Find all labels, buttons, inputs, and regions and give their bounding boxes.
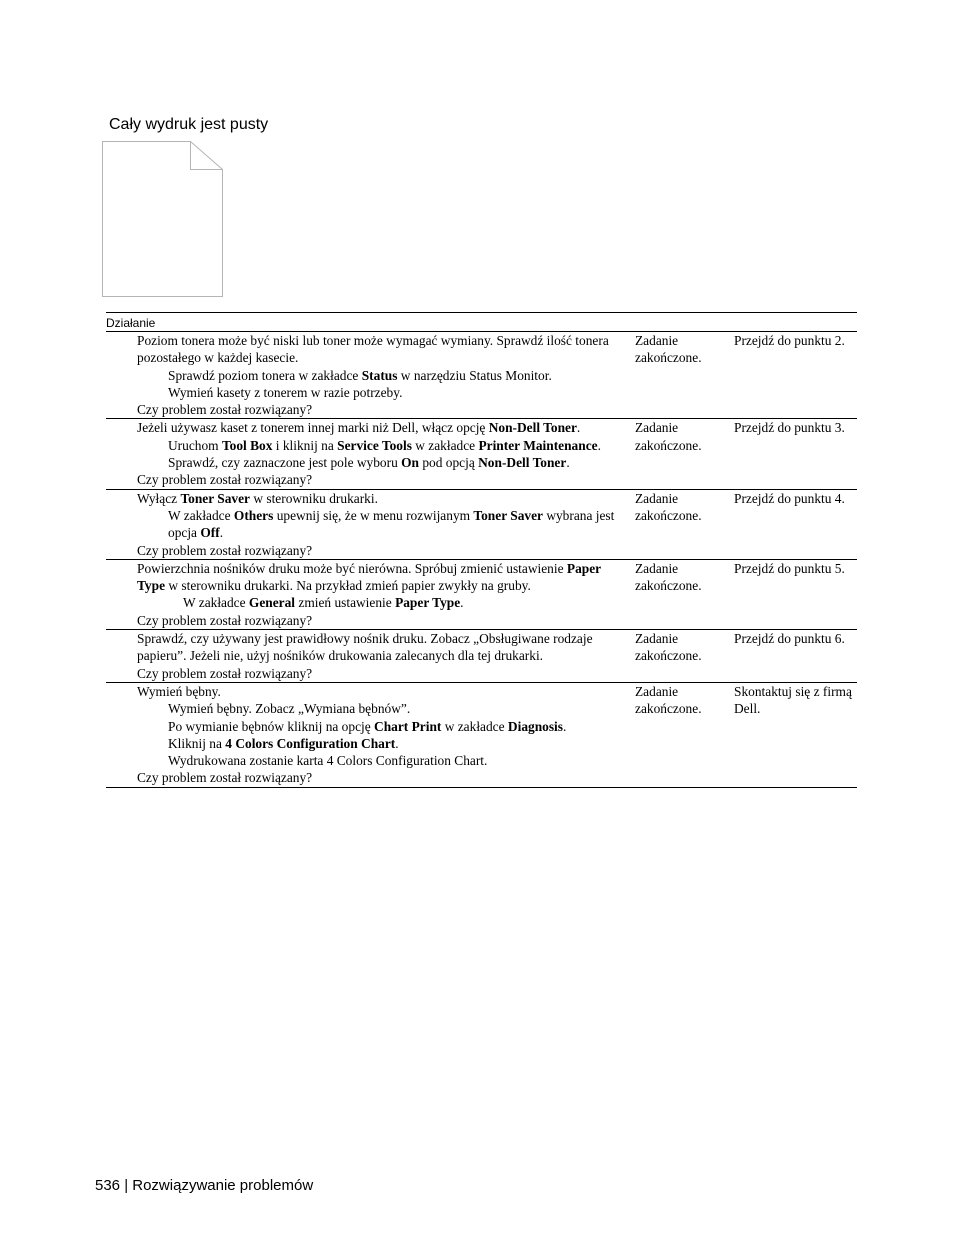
blank-page-illustration [102,141,224,298]
text-run: Czy problem został rozwiązany? [137,472,313,488]
text-run: Wymień bębny. Zobacz „Wymiana bębnów”. [168,701,411,717]
text-run: Kliknij na [168,735,226,751]
bold-term: Tool Box [221,437,273,453]
text-run: . [395,735,399,751]
bold-term: Service Tools [337,437,412,453]
text-run: Czy problem został rozwiązany? [137,402,313,418]
text-run: Jeżeli używasz kaset z tonerem innej marki niż Dell, włącz opcję [137,420,489,436]
table-row [106,331,857,418]
bold-term: Others [233,507,274,523]
action-line [137,630,621,665]
action-cell [137,490,621,559]
action-line [137,700,621,717]
bold-term: Paper Type [395,595,461,611]
action-cell [137,630,621,682]
text-run: Sprawdź, czy używany jest prawidłowy nośnik druku. Zobacz „Obsługiwane rodzaje papieru”. Jeżeli nie, użyj nośników drukowania zalecanych dla tej drukarki. [137,631,593,664]
text-run: w zakładce [441,718,508,734]
bold-term: Status [361,367,398,383]
text-run: zmień ustawienie [295,595,396,611]
action-line [137,437,621,454]
action-line [137,612,621,629]
no-cell: Przejdź do punktu 6. [734,631,845,647]
table-row [106,418,857,488]
text-run: w sterowniku drukarki. Na przykład zmień papier zwykły na gruby. [165,578,531,594]
yes-cell: Zadanie zakończone. [635,490,702,523]
action-cell [137,683,621,787]
text-run: pod opcją [419,455,479,471]
text-run: W zakładce [168,507,234,523]
action-line [137,507,621,542]
action-cell [137,332,621,418]
text-run: Czy problem został rozwiązany? [137,770,313,786]
action-line [137,454,621,471]
bold-term: Toner Saver [180,490,250,506]
text-run: Poziom tonera może być niski lub toner może wymagać wymiany. Sprawdź ilość tonera pozostałego w każdej kasecie. [137,333,609,366]
action-line [137,542,621,559]
action-line [137,367,621,384]
action-line [137,384,621,401]
bold-term: Off [200,525,220,541]
bold-term: 4 Colors Configuration Chart [225,735,396,751]
text-run: Czy problem został rozwiązany? [137,665,313,681]
text-run: Powierzchnia nośników druku może być nierówna. Spróbuj zmienić ustawienie [137,560,567,576]
text-run: i kliknij na [272,437,338,453]
no-cell: Skontaktuj się z firmą Dell. [734,683,852,717]
text-run: Wydrukowana zostanie karta 4 Colors Configuration Chart. [168,753,488,769]
text-run: Czy problem został rozwiązany? [137,612,313,628]
bold-term: Diagnosis [507,718,563,734]
bold-term: General [248,595,296,611]
table-row [106,682,857,787]
page-footer: 536 | Rozwiązywanie problemów [95,1177,314,1194]
text-run: Czy problem został rozwiązany? [137,542,313,558]
troubleshooting-table [106,312,857,788]
no-cell: Przejdź do punktu 2. [734,333,845,348]
text-run: upewnij się, że w menu rozwijanym [273,507,474,523]
bold-term: Non-Dell Toner [488,420,577,436]
text-run: wybrana jest opcja [168,507,615,541]
text-run: . [576,420,581,436]
table-row [106,559,857,629]
text-run: Sprawdź poziom tonera w zakładce [168,367,362,383]
yes-cell: Zadanie zakończone. [635,631,702,664]
action-line [137,735,621,752]
text-run: Po wymianie bębnów kliknij na opcję [168,718,375,734]
action-line [137,683,621,700]
section-title: Cały wydruk jest pusty [109,116,269,133]
text-run: . [563,718,567,734]
text-run: . [219,525,224,541]
text-run: Wymień bębny. [137,683,221,699]
action-line [137,560,621,595]
text-run: w narzędziu Status Monitor. [397,367,552,383]
table-row [106,629,857,682]
bold-term: Non-Dell Toner [478,455,567,471]
action-line [137,490,621,507]
yes-cell: Zadanie zakończone. [635,560,702,594]
bold-term: Toner Saver [473,507,543,523]
text-run: . [597,437,601,453]
bold-term: Chart Print [374,718,442,734]
bold-term: On [401,455,419,471]
yes-cell: Zadanie zakończone. [635,683,702,717]
bold-term: Printer Maintenance [478,437,598,453]
action-cell [137,560,621,629]
bold-term: Paper Type [137,560,601,594]
yes-cell: Zadanie zakończone. [635,420,702,453]
text-run: w sterowniku drukarki. [250,490,378,506]
text-run: Sprawdź, czy zaznaczone jest pole wyboru [168,455,402,471]
text-run: Wyłącz [137,490,181,506]
action-line [137,718,621,735]
action-line [137,332,621,367]
action-line [137,665,621,682]
text-run: W zakładce [183,595,249,611]
text-run: Wymień kasety z tonerem w razie potrzeby. [168,384,403,400]
no-cell: Przejdź do punktu 5. [734,560,845,576]
action-line [137,769,621,786]
text-run: w zakładce [411,437,479,453]
text-run: Uruchom [168,437,222,453]
action-line [137,471,621,488]
action-line [137,594,621,611]
yes-cell: Zadanie zakończone. [635,333,702,366]
no-cell: Przejdź do punktu 4. [734,490,845,506]
no-cell: Przejdź do punktu 3. [734,420,845,436]
action-line [137,419,621,436]
text-run: . [566,455,570,471]
action-line [137,752,621,769]
text-run: . [460,595,464,611]
action-line [137,401,621,418]
table-header-action: Działanie [106,316,156,330]
table-row [106,489,857,559]
action-cell [137,419,621,488]
